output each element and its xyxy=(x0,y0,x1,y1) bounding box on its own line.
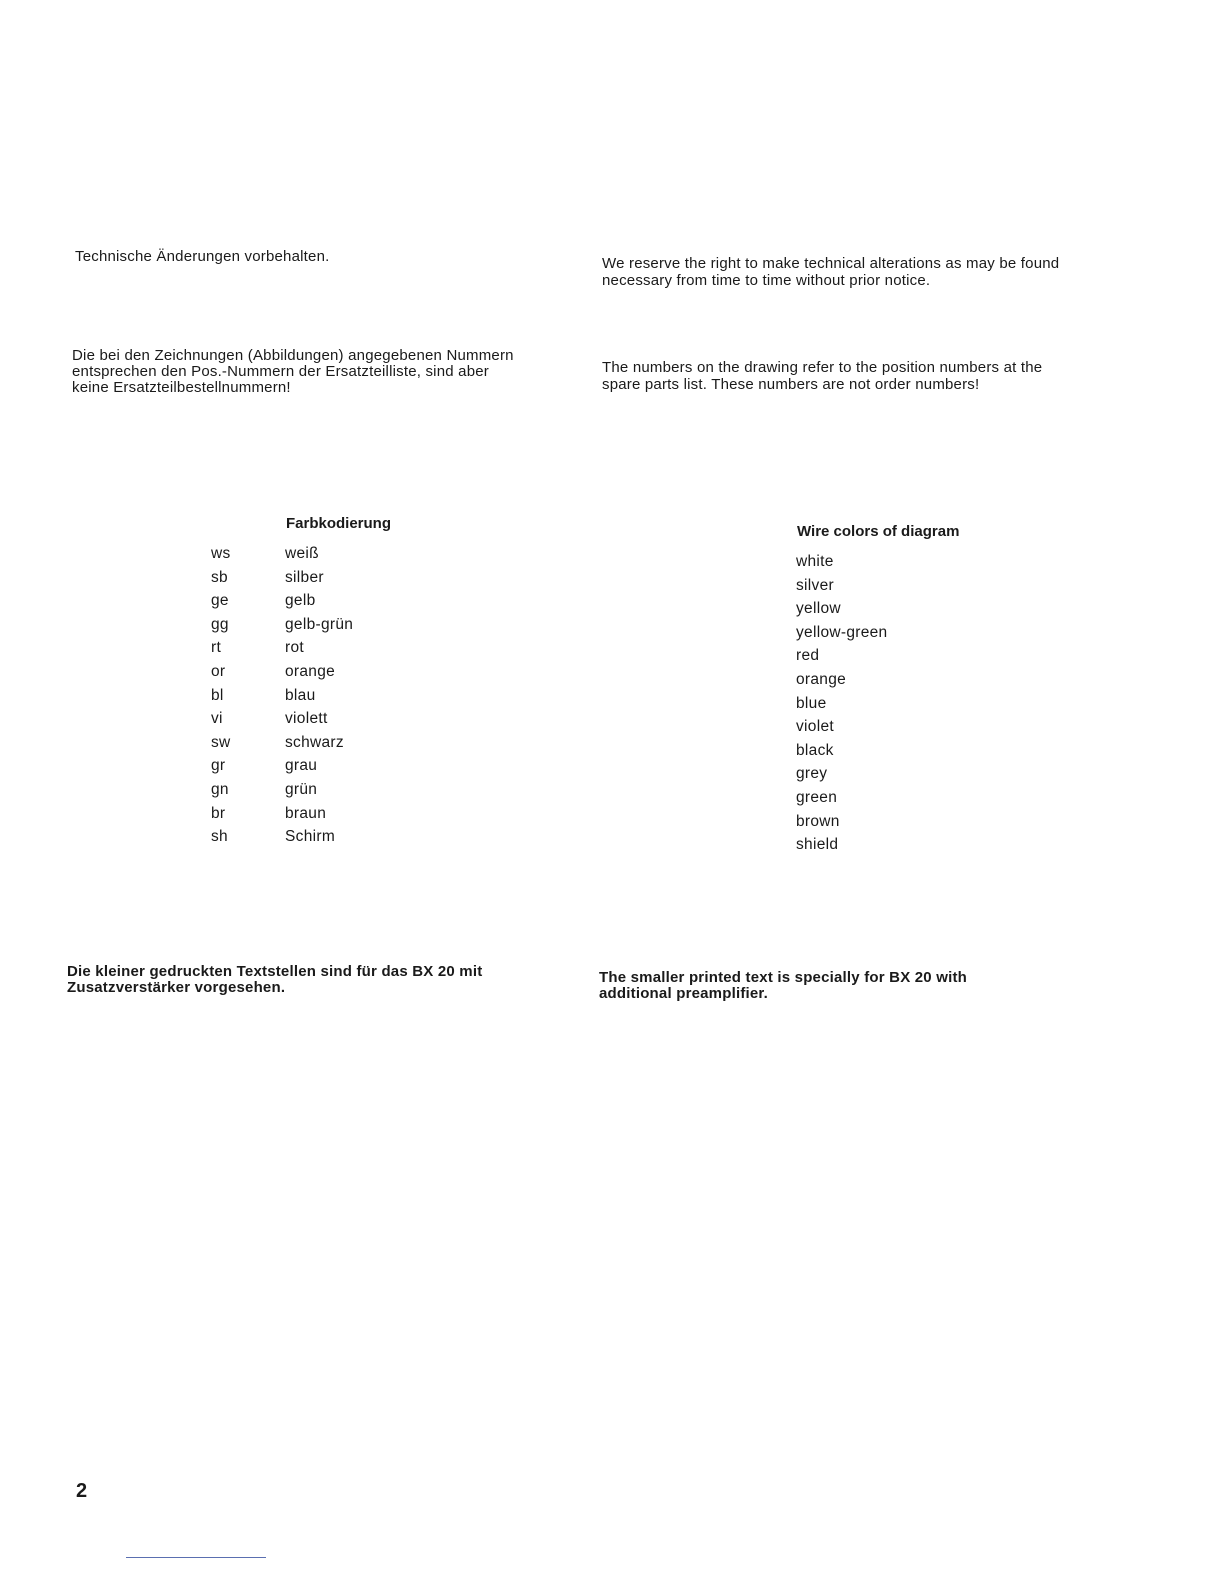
color-name-en: violet xyxy=(796,718,834,736)
color-name-de: orange xyxy=(285,662,336,680)
color-name-list-en xyxy=(796,550,887,857)
color-name-de: gelb xyxy=(285,592,316,610)
color-name-en: white xyxy=(796,553,834,570)
color-name-en: green xyxy=(796,788,838,806)
part-numbers-notice-de xyxy=(72,348,514,396)
color-name-en: shield xyxy=(796,836,839,854)
color-name-en: brown xyxy=(796,812,840,830)
color-abbreviation: vi xyxy=(211,710,223,728)
color-name-de: Schirm xyxy=(285,828,336,846)
color-abbreviation: sw xyxy=(211,733,231,751)
color-abbreviation: rt xyxy=(211,639,222,657)
color-abbreviation: ge xyxy=(211,592,229,610)
color-abbreviation: gn xyxy=(211,780,229,798)
color-coding-heading-de: Farbkodierung xyxy=(286,515,392,532)
footer-divider xyxy=(126,1557,266,1558)
color-abbreviation: gg xyxy=(211,615,229,633)
color-name-en: yellow-green xyxy=(796,623,888,641)
text-line: necessary from time to time without prior notice. xyxy=(602,272,931,289)
text-line: Technische Änderungen vorbehalten. xyxy=(75,248,330,265)
text-line: Zusatzverstärker vorgesehen. xyxy=(67,979,286,996)
color-name-en: red xyxy=(796,647,820,665)
text-line: keine Ersatzteilbestellnummern! xyxy=(72,379,291,396)
text-line: We reserve the right to make technical alterations as may be found xyxy=(602,255,1060,272)
color-name-de: schwarz xyxy=(285,733,344,751)
color-abbreviation: gr xyxy=(211,757,226,775)
text-line: additional preamplifier. xyxy=(599,985,769,1002)
color-name-en: black xyxy=(796,741,834,759)
color-abbreviation: or xyxy=(211,662,226,680)
text-line: The numbers on the drawing refer to the position numbers at the xyxy=(602,359,1043,376)
color-name-de: blau xyxy=(285,686,316,704)
color-abbreviation: br xyxy=(211,804,226,822)
color-name-de: braun xyxy=(285,804,327,822)
small-print-note-en xyxy=(599,970,967,1002)
text-line: Die kleiner gedruckten Textstellen sind für das BX 20 mit xyxy=(67,963,483,980)
color-abbreviation-list xyxy=(211,542,231,849)
color-abbreviation: sh xyxy=(211,828,228,846)
color-name-en: yellow xyxy=(796,600,841,618)
text-line: The smaller printed text is specially for BX 20 with xyxy=(599,969,968,986)
technical-notice-en xyxy=(602,255,1059,289)
color-name-en: blue xyxy=(796,694,827,712)
color-name-list-de xyxy=(285,542,353,849)
technical-notice-de xyxy=(75,249,329,265)
color-name-de: grau xyxy=(285,757,318,775)
color-coding-heading-en: Wire colors of diagram xyxy=(797,523,960,540)
page-number: 2 xyxy=(76,1480,88,1502)
color-name-de: weiß xyxy=(285,545,319,562)
color-name-de: violett xyxy=(285,710,328,728)
color-name-de: gelb-grün xyxy=(285,615,354,633)
color-abbreviation: sb xyxy=(211,568,228,586)
color-name-en: silver xyxy=(796,576,834,594)
text-line: entsprechen den Pos.-Nummern der Ersatzteilliste, sind aber xyxy=(72,363,489,380)
color-name-de: silber xyxy=(285,568,324,586)
color-abbreviation: ws xyxy=(211,545,231,562)
color-name-de: rot xyxy=(285,639,304,657)
color-abbreviation: bl xyxy=(211,686,224,704)
color-name-de: grün xyxy=(285,780,318,798)
text-line: Die bei den Zeichnungen (Abbildungen) angegebenen Nummern xyxy=(72,347,514,364)
part-numbers-notice-en xyxy=(602,359,1042,393)
color-name-en: grey xyxy=(796,765,828,783)
color-name-en: orange xyxy=(796,670,847,688)
text-line: spare parts list. These numbers are not order numbers! xyxy=(602,376,980,393)
small-print-note-de xyxy=(67,964,482,996)
